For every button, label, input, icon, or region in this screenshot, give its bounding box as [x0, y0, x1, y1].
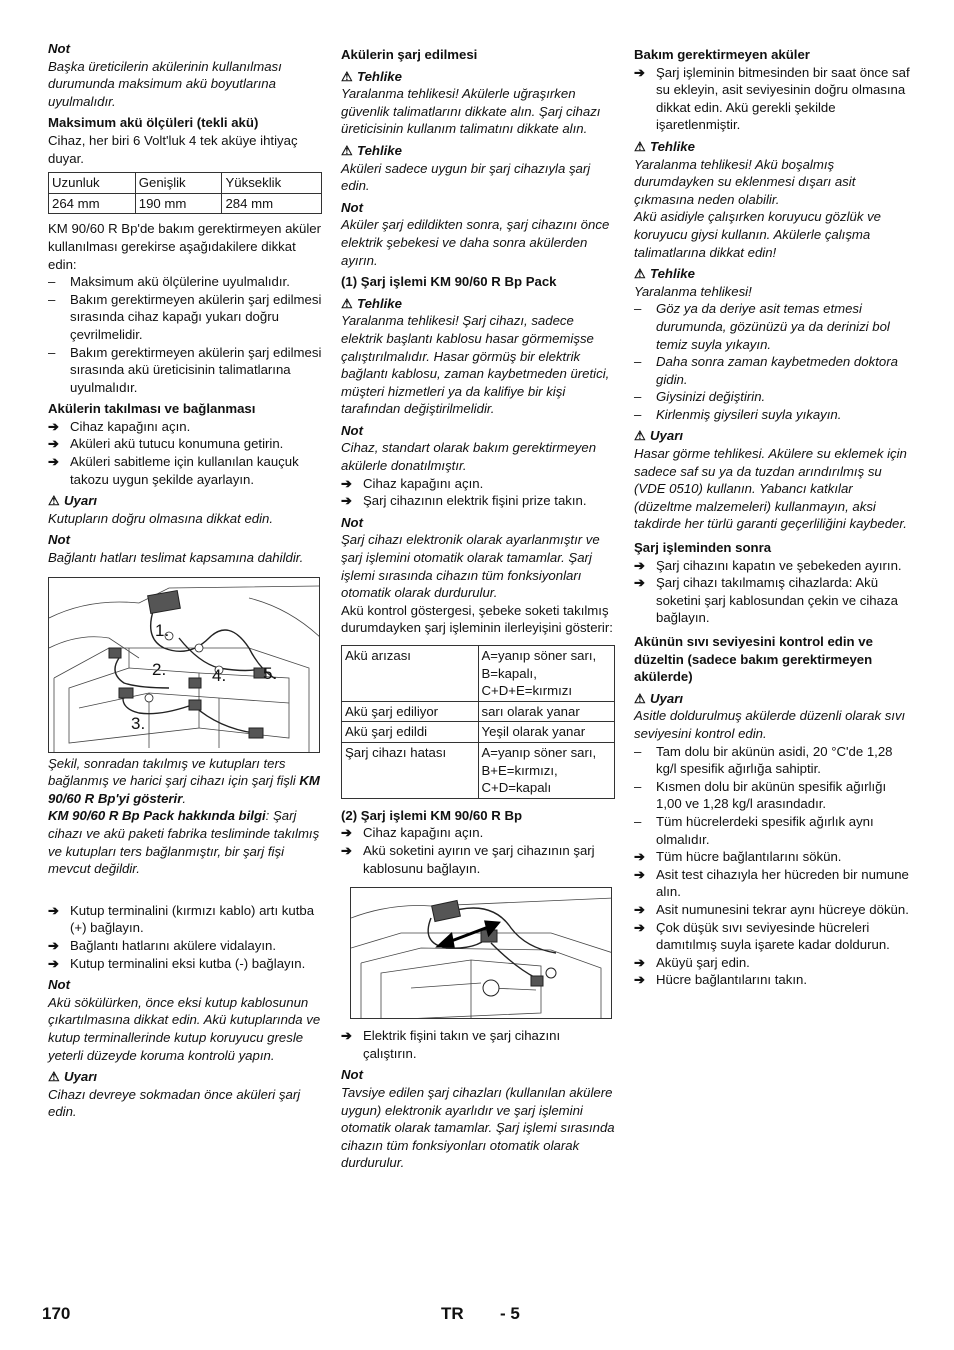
arrow-icon: ➔: [341, 475, 353, 491]
paragraph: KM 90/60 R Bp'de bakım gerektirmeyen aküler kullanılması gerekirse aşağıdakilere dikkat edin:: [48, 221, 321, 272]
list-item: ➔ Akü soketini ayırın ve şarj cihazının şarj kablosunu bağlayın.: [341, 842, 595, 876]
section-heading: Bakım gerektirmeyen aküler: [634, 47, 810, 62]
section-heading: Akünün sıvı seviyesini kontrol edin ve düzeltin (sadece bakım gerektirmeyen akülerde): [634, 634, 873, 685]
column-1: [48, 40, 322, 1121]
figure-label-2: 2.: [152, 659, 167, 679]
list-item: – Daha sonra zaman kaybetmeden doktora gidin.: [634, 354, 898, 387]
warning-triangle-icon: ⚠: [341, 68, 353, 84]
table-cell: 190 mm: [135, 193, 222, 214]
warning-title: ⚠ Uyarı: [634, 690, 683, 706]
warning-triangle-icon: ⚠: [341, 142, 353, 158]
list-item: – Tam dolu bir akünün asidi, 20 °C'de 1,28 kg/l spesifik ağırlığa sahiptir.: [634, 743, 893, 777]
column-3: [634, 40, 910, 989]
figure-label-3: 3.: [131, 713, 146, 733]
list-item: ➔ Hücre bağlantılarını takın.: [634, 972, 808, 988]
arrow-icon: ➔: [634, 849, 646, 865]
table-cell: Akü arızası: [342, 646, 479, 702]
list-item: ➔ Kutup terminalini eksi kutba (-) bağlayın.: [48, 955, 306, 971]
battery-dimensions-table: [48, 172, 322, 214]
figure-caption-note: KM 90/60 R Bp Pack hakkında bilgi: Şarj cihazı ve akü paketi fabrika tesliminde takılmış ve kutupları ters bağlanmıştır, bir şarj fişi mevcut değildir.: [48, 808, 320, 877]
section-heading: (2) Şarj işlemi KM 90/60 R Bp: [341, 807, 523, 823]
danger-title: ⚠ Tehlike: [634, 138, 695, 154]
note-text: Şarj cihazı elektronik olarak ayarlanmıştır ve şarj işlemini otomatik olarak tamamlar. Şarj işlemi sırasında cihazın tüm fonksiyonları otomatik olarak durdurulur.: [341, 532, 600, 601]
note-text: Başka üreticilerin akülerinin kullanılması durumunda maksimum akü boyutlarına uyulmalıdır.: [48, 58, 282, 109]
list-item: – Bakım gerektirmeyen akülerin şarj edilmesi sırasında cihaz kapağı yukarı doğru çevrilmelidir.: [48, 291, 322, 342]
arrow-icon: ➔: [48, 902, 60, 918]
table-cell: A=yanıp söner sarı, B+E=kırmızı, C+D=kapalı: [478, 742, 615, 798]
table-header-cell: Genişlik: [135, 173, 222, 194]
paragraph: Cihaz, her biri 6 Volt'luk 4 tek aküye ihtiyaç duyar.: [48, 132, 298, 166]
table-header-cell: Yükseklik: [222, 173, 322, 194]
arrow-icon: ➔: [634, 972, 646, 988]
arrow-icon: ➔: [48, 937, 60, 953]
table-row: [342, 701, 615, 722]
list-item: – Tüm hücrelerdeki spesifik ağırlık aynı olmalıdır.: [634, 813, 874, 847]
figure-label-1: 1.: [155, 620, 170, 640]
note-title: Not: [341, 1067, 363, 1083]
arrow-icon: ➔: [634, 866, 646, 882]
arrow-icon: ➔: [48, 454, 60, 470]
note-text: Akü sökülürken, önce eksi kutup kablosunun çıkartılmasına dikkat edin. Akü kutuplarında ve kutup terminallerinde kutup koruyucu gresle yeterli düzeyde koruma kontrolü yapın.: [48, 994, 321, 1063]
warning-triangle-icon: ⚠: [48, 1069, 60, 1085]
danger-text: Aküleri sadece uygun bir şarj cihazıyla şarj edin.: [341, 160, 591, 194]
note-text: Aküler şarj edildikten sonra, şarj cihazını önce elektrik şebekesi ve daha sonra akülerden ayırın.: [341, 217, 610, 268]
figure-label-4: 4.: [212, 665, 227, 685]
arrow-icon: ➔: [341, 842, 353, 858]
paragraph: Akü kontrol göstergesi, şebeke soketi takılmış durumdayken şarj işleminin ilerleyişini gösterir:: [341, 602, 613, 636]
arrow-icon: ➔: [341, 825, 353, 841]
warning-triangle-icon: ⚠: [634, 266, 646, 282]
arrow-icon: ➔: [48, 418, 60, 434]
list-item: ➔ Aküyü şarj edin.: [634, 954, 750, 970]
list-item: ➔ Cihaz kapağını açın.: [48, 418, 191, 434]
note-title: Not: [341, 514, 363, 530]
table-cell: Akü şarj ediliyor: [342, 701, 479, 722]
section-number: - 5: [500, 1304, 520, 1323]
arrow-icon: ➔: [341, 1028, 353, 1044]
table-cell: sarı olarak yanar: [478, 701, 615, 722]
arrow-icon: ➔: [341, 493, 353, 509]
column-2: [341, 40, 615, 1172]
arrow-icon: ➔: [48, 436, 60, 452]
arrow-icon: ➔: [634, 64, 646, 80]
arrow-icon: ➔: [634, 954, 646, 970]
battery-connection-figure: [48, 577, 320, 753]
note-text: Bağlantı hatları teslimat kapsamına dahildir.: [48, 550, 304, 566]
warning-text: Kutupların doğru olmasına dikkat edin.: [48, 510, 274, 526]
section-heading: (1) Şarj işlemi KM 90/60 R Bp Pack: [341, 274, 557, 290]
list-item: – Kısmen dolu bir akünün spesifik ağırlığı 1,00 ve 1,28 kg/l arasındadır.: [634, 778, 887, 812]
danger-text: Yaralanma tehlikesi!: [634, 283, 752, 299]
table-cell: Şarj cihazı hatası: [342, 742, 479, 798]
danger-title: ⚠ Tehlike: [341, 295, 402, 311]
warning-triangle-icon: ⚠: [634, 690, 646, 706]
list-item: ➔ Şarj cihazı takılmamış cihazlarda: Akü soketini şarj kablosundan çekin ve cihaza bağlayın.: [634, 575, 898, 626]
note-title: Not: [48, 977, 70, 993]
list-item: – Bakım gerektirmeyen akülerin şarj edilmesi sırasında akü üreticisinin talimatlarına uyulmalıdır.: [48, 344, 322, 395]
warning-title: ⚠ Uyarı: [634, 428, 683, 444]
warning-triangle-icon: ⚠: [634, 428, 646, 444]
arrow-icon: ➔: [634, 575, 646, 591]
note-title: Not: [48, 532, 70, 548]
list-item: ➔ Şarj cihazının elektrik fişini prize takın.: [341, 493, 587, 509]
warning-triangle-icon: ⚠: [341, 295, 353, 311]
note-title: Not: [48, 41, 70, 56]
table-row: [342, 742, 615, 798]
table-header-row: [49, 173, 322, 194]
list-item: ➔ Şarj işleminin bitmesinden bir saat önce saf su ekleyin, asit seviyesinin doğru olmasına dikkat edin. Akü gerekli şekilde işaretlenmiştir.: [634, 64, 910, 133]
list-item: ➔ Cihaz kapağını açın.: [341, 475, 484, 491]
list-item: ➔ Şarj cihazını kapatın ve şebekeden ayırın.: [634, 557, 902, 573]
warning-text: Hasar görme tehlikesi. Akülere su eklemek için sadece saf su ya da tuzdan arındırılmış su (VDE 0510) kullanın. Yabancı katkılar (düzeltme malzemeleri) kullanmayın, aksi takdirde her türlü garanti geçerliliğini kaybeder.: [634, 446, 907, 532]
charger-connection-illustration: [351, 888, 612, 1019]
list-item: ➔ Aküleri sabitleme için kullanılan kauçuk takozu uygun şekilde ayarlayın.: [48, 454, 299, 487]
section-heading: Akülerin şarj edilmesi: [341, 47, 478, 62]
warning-triangle-icon: ⚠: [48, 493, 60, 509]
table-cell: Akü şarj edildi: [342, 722, 479, 743]
list-item: ➔ Asit test cihazıyla her hücreden bir numune alın.: [634, 866, 909, 900]
list-item: ➔ Tüm hücre bağlantılarını sökün.: [634, 849, 842, 865]
table-cell: 264 mm: [49, 193, 136, 214]
charge-status-table: [341, 645, 615, 799]
arrow-icon: ➔: [634, 901, 646, 917]
danger-title: ⚠ Tehlike: [341, 142, 402, 158]
table-row: [49, 193, 322, 214]
list-item: – Maksimum akü ölçülerine uyulmalıdır.: [48, 274, 290, 290]
list-item: – Kirlenmiş giysileri suyla yıkayın.: [634, 406, 842, 422]
arrow-icon: ➔: [634, 557, 646, 573]
list-item: ➔ Bağlantı hatlarını akülere vidalayın.: [48, 937, 276, 953]
note-title: Not: [341, 199, 363, 215]
battery-connection-illustration: [49, 578, 320, 753]
page-number: 170: [42, 1304, 71, 1323]
note-text: Tavsiye edilen şarj cihazları (kullanılan akülere uygun) elektronik ayarlıdır ve şarj işlemini otomatik olarak tamamlar. Şarj işlemi sırasında cihazın tüm fonksiyonları otomatik olarak durdurulur.: [341, 1084, 615, 1171]
danger-title: ⚠ Tehlike: [341, 68, 402, 84]
list-item: – Giysinizi değiştirin.: [634, 389, 766, 405]
figure-caption: Şekil, sonradan takılmış ve kutupları ters bağlanmış ve harici şarj cihazı için şarj fişli KM 90/60 R Bp'yi gösterir.: [48, 755, 320, 806]
note-text: Cihaz, standart olarak bakım gerektirmeyen akülerle donatılmıştır.: [341, 440, 597, 474]
list-item: ➔ Çok düşük sıvı seviyesinde hücreleri damıtılmış suyla işarete kadar doldurun.: [634, 919, 890, 953]
table-header-cell: Uzunluk: [49, 173, 136, 194]
list-item: ➔ Aküleri akü tutucu konumuna getirin.: [48, 436, 284, 452]
section-heading: Maksimum akü ölçüleri (tekli akü): [48, 115, 259, 131]
table-cell: 284 mm: [222, 193, 322, 214]
danger-text: Yaralanma tehlikesi! Akülerle uğraşırken güvenlik talimatlarını dikkate alın. Şarj cihazı üreticisinin kullanım talimatını dikkate alın.: [341, 86, 601, 137]
table-cell: Yeşil olarak yanar: [478, 722, 615, 743]
danger-text: Yaralanma tehlikesi! Akü boşalmış durumdayken su eklenmesi dışarı asit çıkmasına neden olabilir.: [634, 156, 856, 207]
table-row: [342, 646, 615, 702]
table-row: [342, 722, 615, 743]
warning-triangle-icon: ⚠: [634, 138, 646, 154]
list-item: ➔ Kutup terminalini (kırmızı kablo) artı kutba (+) bağlayın.: [48, 902, 315, 936]
section-heading: Akülerin takılması ve bağlanması: [48, 401, 256, 417]
warning-title: ⚠ Uyarı: [48, 493, 97, 509]
warning-text: Asitle doldurulmuş akülerde düzenli olarak sıvı seviyesini kontrol edin.: [634, 708, 906, 741]
danger-title: ⚠ Tehlike: [634, 266, 695, 282]
warning-title: ⚠ Uyarı: [48, 1069, 97, 1085]
arrow-icon: ➔: [48, 955, 60, 971]
note-title: Not: [341, 422, 363, 438]
charger-connection-figure: [350, 887, 612, 1019]
warning-text: Cihazı devreye sokmadan önce aküleri şarj edin.: [48, 1086, 301, 1120]
list-item: ➔ Asit numunesini tekrar aynı hücreye dökün.: [634, 901, 909, 917]
table-cell: A=yanıp söner sarı, B=kapalı, C+D+E=kırmızı: [478, 646, 615, 702]
danger-text: Yaralanma tehlikesi! Şarj cihazı, sadece elektrik başlantı kablosu hasar görmemişse çalıştırılmalıdır. Hasar görmüş bir elektrik bağlantı kablosu, zaman kaybetmeden üretici, müşteri hizmetleri ya da kalifiye bir kişi tarafından değiştirilmelidir.: [341, 313, 610, 417]
language-code: TR: [441, 1304, 464, 1323]
arrow-icon: ➔: [634, 919, 646, 935]
list-item: – Göz ya da deriye asit temas etmesi durumunda, gözünüzü ya da derinizi bol temiz suyla yıkayın.: [634, 301, 890, 352]
list-item: ➔ Cihaz kapağını açın.: [341, 825, 484, 841]
danger-text: Akü asidiyle çalışırken koruyucu gözlük ve koruyucu giysi kullanın. Akülerle çalışma talimatlarına dikkat edin!: [634, 209, 882, 260]
section-heading: Şarj işleminden sonra: [634, 540, 772, 556]
list-item: ➔ Elektrik fişini takın ve şarj cihazını çalıştırın.: [341, 1028, 561, 1061]
figure-label-5: 5.: [263, 663, 278, 683]
